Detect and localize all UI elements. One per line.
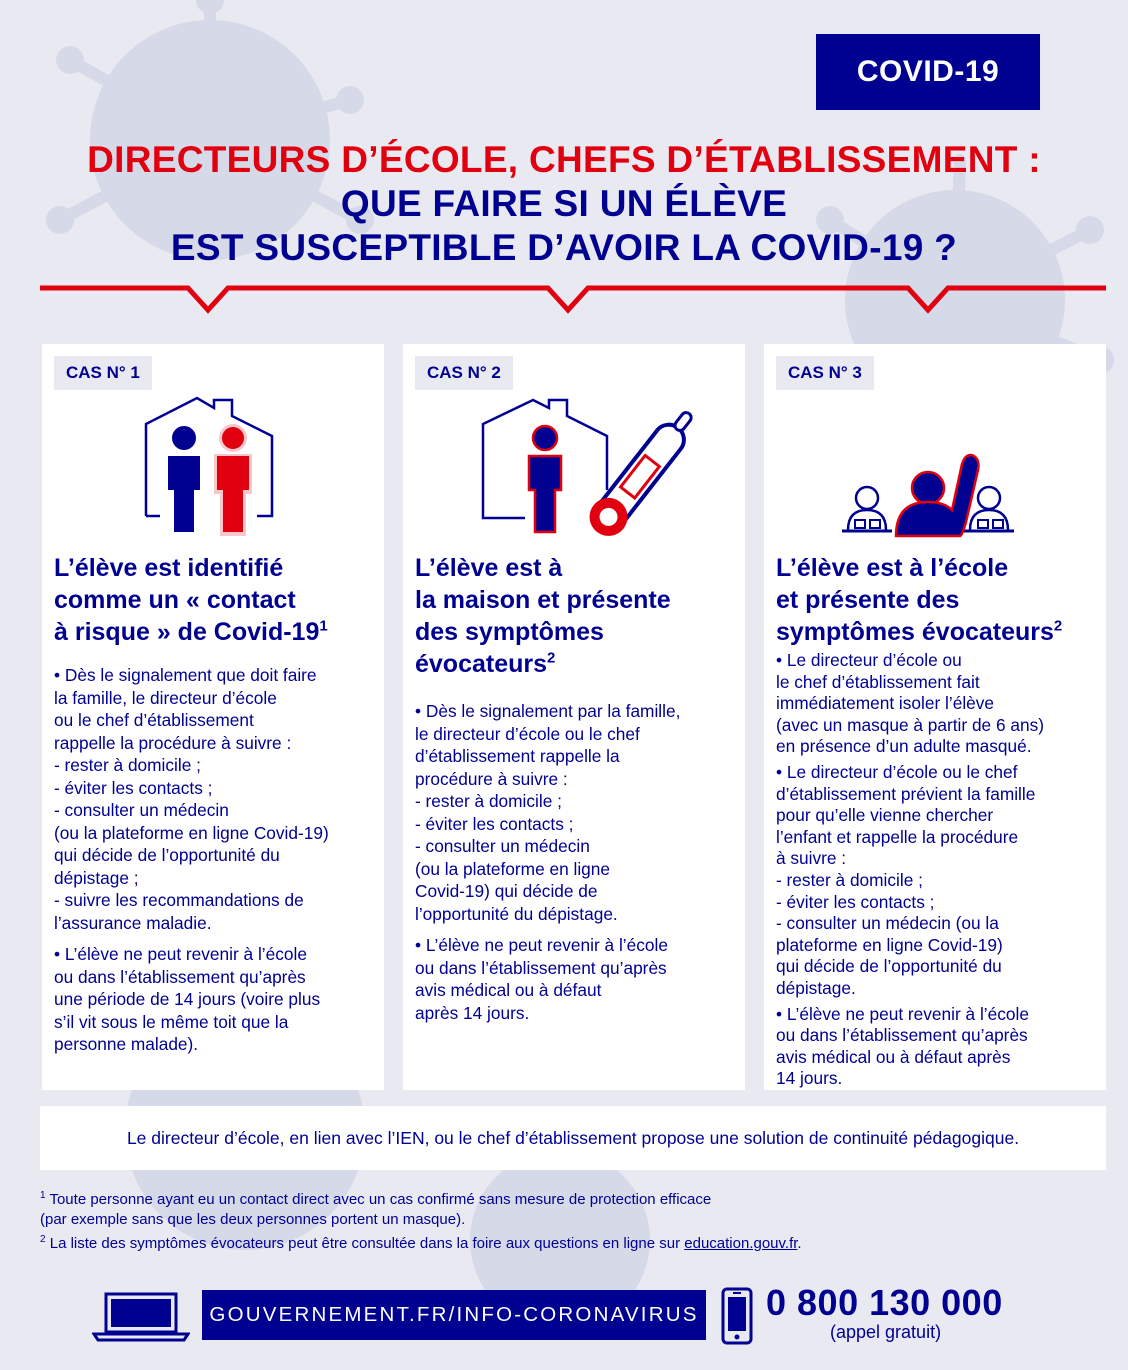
paragraph: • L’élève ne peut revenir à l’école ou dans l’établissement qu’après une période de 14 jours (voire plus s’il vit sous le même toit que la personne malade). [54, 944, 321, 1054]
continuity-note: Le directeur d’école, en lien avec l’IEN, ou le chef d’établissement propose une solution de continuité pédagogique. [40, 1106, 1106, 1170]
paragraph: • L’élève ne peut revenir à l’école ou dans l’établissement qu’après avis médical ou à défaut après 14 jours. [415, 935, 668, 1023]
education-link[interactable]: education.gouv.fr [684, 1235, 798, 1252]
paragraph: • Le directeur d’école ou le chef d’établissement prévient la famille pour qu’elle vienne chercher l’enfant et rappelle la procédure à suivre : - rester à domicile ; - éviter les contacts ; - consulter un médecin (ou la plateforme en ligne Covid-19) qui décide de l’opportunité du dépistage. [776, 761, 1036, 998]
title-divider [40, 280, 1106, 322]
title-line-2: QUE FAIRE SI UN ÉLÈVE [340, 183, 788, 224]
title-line-3: EST SUSCEPTIBLE D’AVOIR LA COVID-19 ? [170, 227, 958, 268]
footnotes [40, 1186, 1106, 1254]
footnote-1: $^1$ Toute personne ayant eu un contact direct avec un cas confirmé sans mesure de protection efficace [40, 1190, 712, 1208]
case-heading: L’élève est à l’école et présente des symptômes évocateurs$^2$ [776, 554, 1063, 646]
phone-number[interactable]: 0 800 130 000 [766, 1282, 1003, 1323]
footnote-2: $^2$ La liste des symptômes évocateurs peut être consultée dans la foire aux questions en ligne sur education.gouv.fr. [40, 1234, 802, 1252]
case-card-2 [403, 344, 745, 1090]
paragraph: • Dès le signalement par la famille, le directeur d’école ou le chef d’établissement rappelle la procédure à suivre : - rester à domicile ; - éviter les contacts ; - consulter un médecin (ou la plateforme en ligne Covid-19) qui décide de l’opportunité du dépistage. [415, 701, 681, 924]
info-url[interactable]: GOUVERNEMENT.FR/INFO-CORONAVIRUS [202, 1290, 706, 1340]
bottom-bar [0, 1276, 1128, 1356]
phone-note: (appel gratuit) [830, 1322, 942, 1342]
case-heading: L’élève est identifié comme un « contact à risque » de Covid-$19^1$ [54, 554, 328, 646]
case-card-3 [764, 344, 1106, 1090]
paragraph: • Le directeur d’école ou le chef d’établissement fait immédiatement isoler l’élève (avec un masque à partir de 6 ans) en présence d’un adulte masqué. [776, 650, 1045, 757]
paragraph: • L’élève ne peut revenir à l’école ou dans l’établissement qu’après avis médical ou à défaut après 14 jours. [776, 1003, 1029, 1089]
case-label: CAS N° 1 [54, 356, 152, 390]
student-raising-hand-icon [764, 394, 1106, 554]
footnote-1-cont: (par exemple sans que les deux personnes portent un masque). [40, 1211, 466, 1228]
phone-icon [720, 1286, 754, 1346]
case-label: CAS N° 2 [415, 356, 513, 390]
title-line-1: DIRECTEURS D’ÉCOLE, CHEFS D’ÉTABLISSEMENT : [87, 139, 1041, 180]
laptop-icon [92, 1292, 190, 1342]
case-body [776, 650, 1098, 1099]
sick-child-thermometer-icon [403, 394, 745, 554]
covid-badge: COVID-19 [816, 34, 1040, 110]
paragraph: • Dès le signalement que doit faire la famille, le directeur d’école ou le chef d’établissement rappelle la procédure à suivre : - rester à domicile ; - éviter les contacts ; - consulter un médecin (ou la plateforme en ligne Covid-19) qui décide de l’opportunité du dépistage ; - suivre les recommandations de l’assurance maladie. [54, 665, 329, 933]
case-card-1 [42, 344, 384, 1090]
family-at-home-icon [42, 394, 384, 554]
case-label: CAS N° 3 [776, 356, 874, 390]
case-heading: L’élève est à la maison et présente des symptômes évocateurs$^2$ [415, 554, 671, 678]
page-title [40, 138, 1088, 270]
case-body [415, 700, 737, 1033]
case-body [54, 664, 376, 1065]
